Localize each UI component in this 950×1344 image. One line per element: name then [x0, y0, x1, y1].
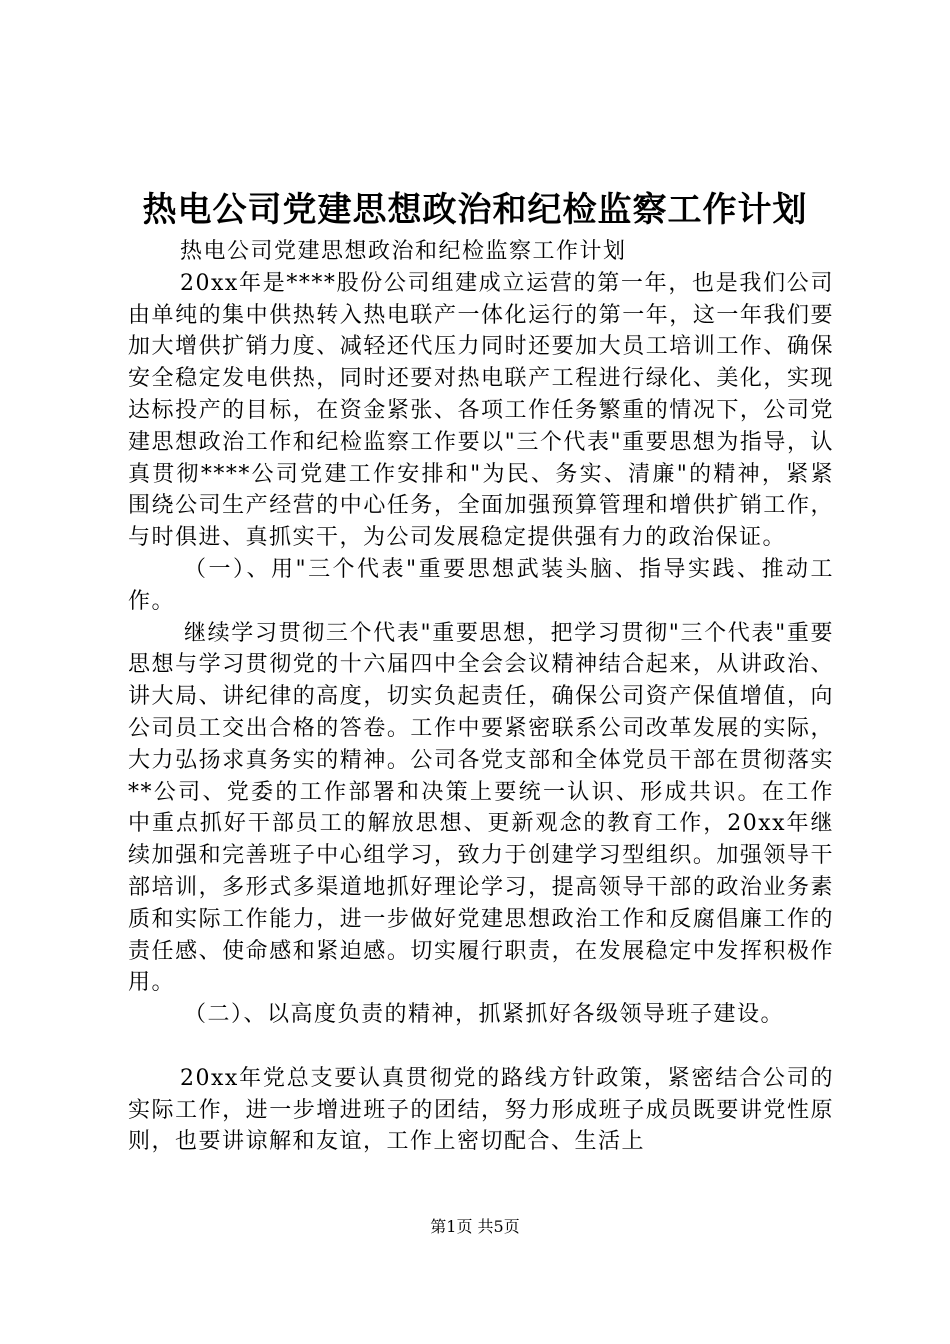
paragraph-section-two: 20xx年党总支要认真贯彻党的路线方针政策，紧密结合公司的实际工作，进一步增进班子的团结，努力形成班子成员既要讲党性原则，也要讲谅解和友谊，工作上密切配合、生活上: [128, 1065, 834, 1155]
document-title: 热电公司党建思想政治和纪检监察工作计划: [142, 190, 808, 230]
paragraph-section-one: 继续学习贯彻三个代表"重要思想，把学习贯彻"三个代表"重要思想与学习贯彻党的十六届四中全会会议精神结合起来，从讲政治、讲大局、讲纪律的高度，切实负起责任，确保公司资产保值增值，向公司员工交出合格的答卷。工作中要紧密联系公司改革发展的实际，大力弘扬求真务实的精神。公司各党支部和全体党员干部在贯彻落实**公司、党委的工作部署和决策上要统一认识、形成共识。在工作中重点抓好干部员工的解放思想、更新观念的教育工作，20xx年继续加强和完善班子中心组学习，致力于创建学习型组织。加强领导干部培训，多形式多渠道地抓好理论学习，提高领导干部的政治业务素质和实际工作能力，进一步做好党建思想政治工作和反腐倡廉工作的责任感、使命感和紧迫感。切实履行职责，在发展稳定中发挥积极作用。: [128, 620, 835, 996]
page-footer: 第1页 共5页: [430, 1217, 520, 1236]
paragraph-intro: 20xx年是****股份公司组建成立运营的第一年，也是我们公司由单纯的集中供热转入热电联产一体化运行的第一年，这一年我们要加大增供扩销力度、减轻还代压力同时还要加大员工培训工作、确保安全稳定发电供热，同时还要对热电联产工程进行绿化、美化，实现达标投产的目标，在资金紧张、各项工作任务繁重的情况下，公司党建思想政治工作和纪检监察工作要以"三个代表"重要思想为指导，认真贯彻****公司党建工作安排和"为民、务实、清廉"的精神，紧紧围绕公司生产经营的中心任务，全面加强预算管理和增供扩销工作，与时俱进、真抓实干，为公司发展稳定提供强有力的政治保证。: [128, 270, 834, 551]
document-subtitle: 热电公司党建思想政治和纪检监察工作计划: [180, 239, 627, 264]
section-heading-two: （二）、以高度负责的精神，抓紧抓好各级领导班子建设。: [184, 1002, 785, 1028]
section-heading-one: （一）、用"三个代表"重要思想武装头脑、指导实践、推动工作。: [128, 556, 834, 614]
document-body: [128, 236, 834, 1158]
paragraph-spacer: [128, 1031, 834, 1063]
